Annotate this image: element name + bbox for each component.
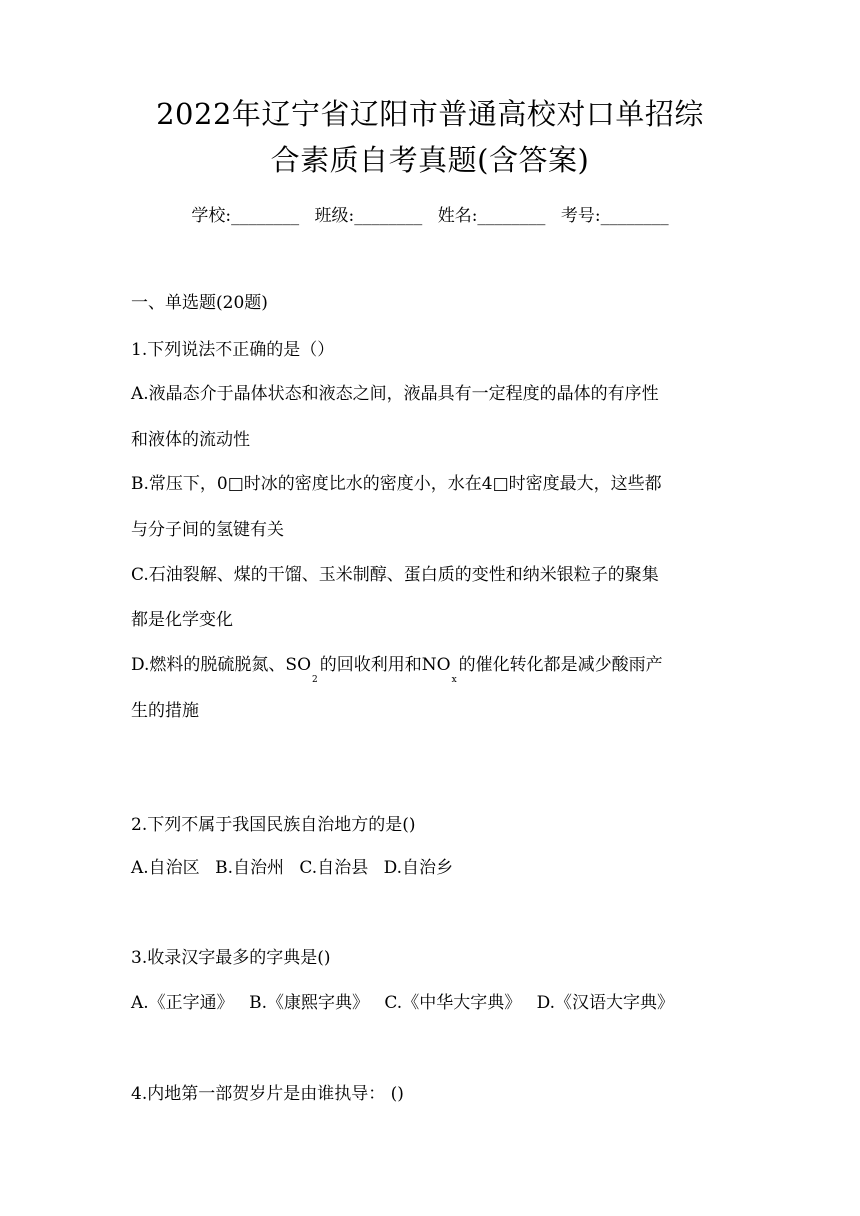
title-line-2: 合素质自考真题(含答案) (270, 143, 590, 177)
question-1-option-b-line1: B.常压下，0□时冰的密度比水的密度小，水在4□时密度最大，这些都 (131, 474, 662, 494)
name-field: 姓名:________ (437, 206, 546, 226)
option-d-text-part3: 的催化转化都是减少酸雨产 (458, 655, 663, 675)
option-d-text-part2: 的回收利用和NO (319, 655, 451, 675)
question-2-option-d: D.自治乡 (383, 858, 454, 878)
question-1-option-b-line2: 与分子间的氢键有关 (131, 520, 284, 540)
question-2-stem: 2.下列不属于我国民族自治地方的是() (131, 815, 416, 835)
school-field: 学校:________ (191, 206, 300, 226)
question-1-stem: 1.下列说法不正确的是（） (131, 340, 335, 360)
question-3-option-c: C.《中华大字典》 (384, 993, 522, 1013)
student-info-row (130, 203, 730, 229)
question-4-stem: 4.内地第一部贺岁片是由谁执导： () (131, 1084, 404, 1104)
question-2-option-a: A.自治区 (131, 858, 200, 878)
question-2-option-c: C.自治县 (299, 858, 369, 878)
question-3-option-b: B.《康熙字典》 (249, 993, 369, 1013)
question-3-option-a: A.《正字通》 (131, 993, 234, 1013)
question-3-options (131, 990, 741, 1016)
class-field: 班级:________ (314, 206, 423, 226)
option-d-subscript-2: 2 (312, 675, 318, 685)
option-d-text-part1: D.燃料的脱硫脱氮、SO (131, 655, 312, 675)
question-1-option-c-line2: 都是化学变化 (131, 610, 233, 630)
question-1-option-a-line1: A.液晶态介于晶体状态和液态之间，液晶具有一定程度的晶体的有序性 (131, 384, 659, 404)
question-1-option-d-line2: 生的措施 (131, 701, 199, 721)
question-1-option-a-line2: 和液体的流动性 (131, 430, 250, 450)
question-1-option-d-line1 (131, 652, 741, 685)
exam-number-field: 考号:________ (560, 206, 669, 226)
question-1-option-c-line1: C.石油裂解、煤的干馏、玉米制醇、蛋白质的变性和纳米银粒子的聚集 (131, 565, 659, 585)
question-2-option-b: B.自治州 (215, 858, 284, 878)
title-line-1: 2022年辽宁省辽阳市普通高校对口单招综 (156, 97, 704, 131)
question-3-stem: 3.收录汉字最多的字典是() (131, 948, 331, 968)
question-3-option-d: D.《汉语大字典》 (536, 993, 675, 1013)
option-d-subscript-x: x (451, 675, 457, 685)
question-2-options (131, 855, 741, 881)
section-heading: 一、单选题(20题) (131, 293, 268, 313)
